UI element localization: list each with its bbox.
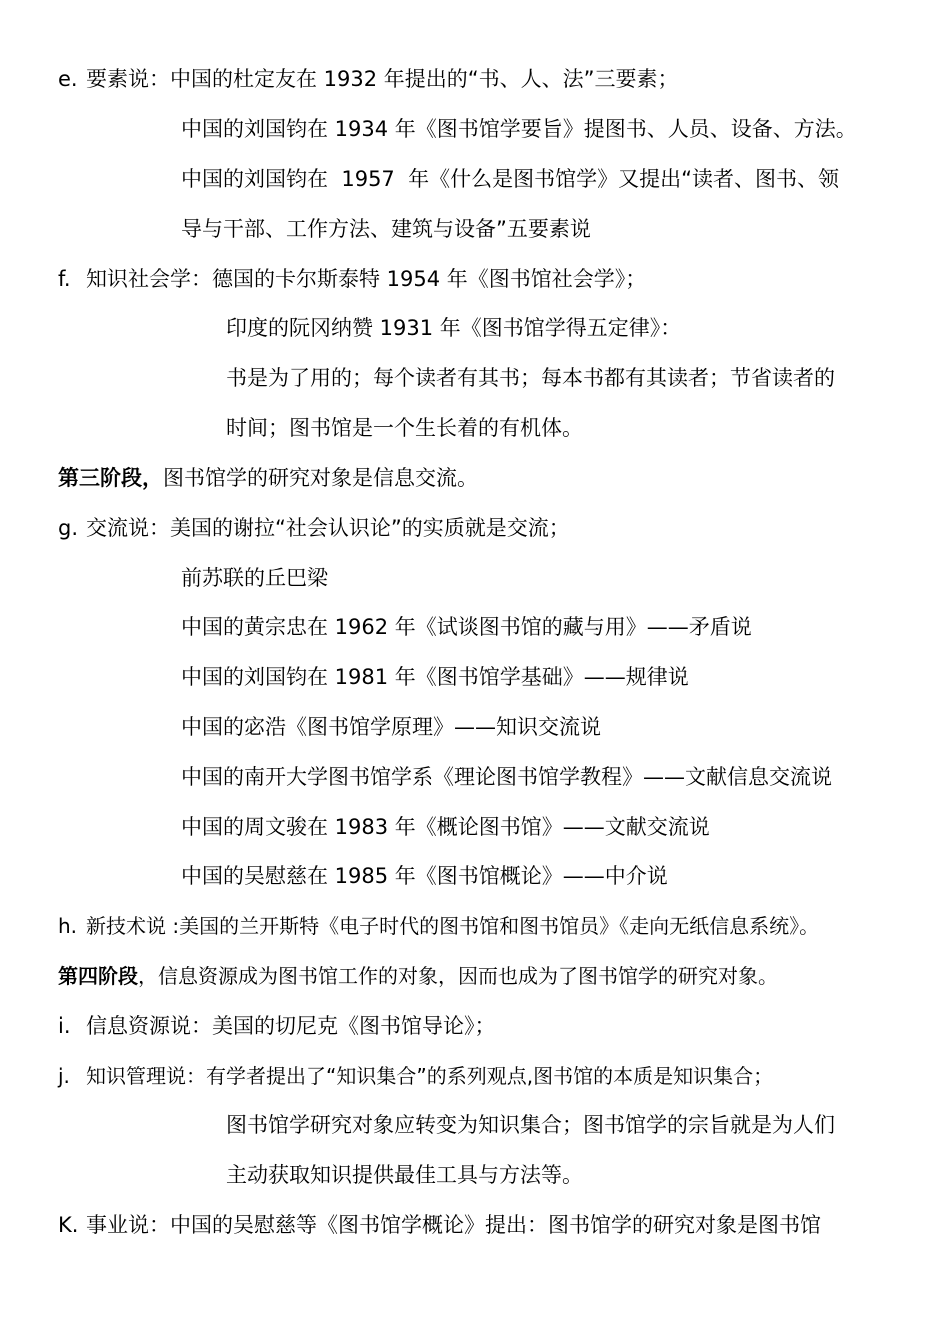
stage-three-heading [58,463,478,493]
text-line [226,363,835,393]
line-text: 图书馆学研究对象应转变为知识集合；图书馆学的宗旨就是为人们 [226,1113,835,1137]
item-label: i. [58,1014,71,1038]
text-line [181,214,591,244]
line-text: 信息资源说：美国的切尼克《图书馆导论》； [86,1014,496,1038]
line-text: 前苏联的丘巴梁 [181,566,328,590]
text-line [226,1110,835,1140]
line-text: 图书馆学的研究对象是信息交流。 [163,466,478,490]
stage-four-heading [58,961,778,991]
line-text: 交流说：美国的谢拉“社会认识论”的实质就是交流； [86,516,570,540]
item-label: e. [58,67,78,91]
line-text: 中国的吴慰慈在 1985 年《图书馆概论》——中介说 [181,864,668,888]
item-k-line [58,1210,821,1240]
item-f-line [58,264,646,294]
item-label: f. [58,267,71,291]
text-line [181,762,832,792]
text-line [181,812,710,842]
text-line [181,563,328,593]
line-text: 书是为了用的；每个读者有其书；每本书都有其读者；节省读者的 [226,366,835,390]
item-label: j. [58,1064,70,1088]
item-h-line [58,911,819,941]
line-text: 要素说：中国的杜定友在 1932 年提出的“书、人、法”三要素； [86,67,679,91]
text-line [181,861,668,891]
text-line [226,413,583,443]
text-line [181,612,752,642]
text-line [226,313,681,343]
line-text: 中国的宓浩《图书馆学原理》——知识交流说 [181,715,601,739]
item-label: h. [58,914,78,938]
line-text: 知识管理说：有学者提出了“知识集合”的系列观点,图书馆的本质是知识集合； [86,1064,774,1088]
line-text: 主动获取知识提供最佳工具与方法等。 [226,1163,583,1187]
text-line [181,114,857,144]
item-label: K. [58,1213,79,1237]
text-line [181,164,839,194]
line-text: 中国的周文骏在 1983 年《概论图书馆》——文献交流说 [181,815,710,839]
stage-label: 第四阶段 [58,964,138,988]
line-text: 新技术说 :美国的兰开斯特《电子时代的图书馆和图书馆员》《走向无纸信息系统》。 [86,914,820,938]
item-label: g. [58,516,79,540]
line-text: 中国的刘国钧在 1957 年《什么是图书馆学》又提出“读者、图书、领 [181,167,840,191]
line-text: 中国的黄宗忠在 1962 年《试谈图书馆的藏与用》——矛盾说 [181,615,752,639]
item-i-line [58,1011,496,1041]
line-text: 中国的刘国钧在 1981 年《图书馆学基础》——规律说 [181,665,689,689]
text-line [226,1160,583,1190]
line-text: 中国的南开大学图书馆学系《理论图书馆学教程》——文献信息交流说 [181,765,832,789]
line-text: ，信息资源成为图书馆工作的对象，因而也成为了图书馆学的研究对象。 [138,964,778,988]
line-text: 印度的阮冈纳赞 1931 年《图书馆学得五定律》： [226,316,682,340]
item-g-line [58,513,570,543]
item-j-line [58,1061,773,1091]
text-line [181,712,601,742]
text-line [181,662,689,692]
line-text: 知识社会学：德国的卡尔斯泰特 1954 年《图书馆社会学》； [86,267,647,291]
line-text: 中国的刘国钧在 1934 年《图书馆学要旨》提图书、人员、设备、方法。 [181,117,857,141]
line-text: 导与干部、工作方法、建筑与设备”五要素说 [181,217,591,241]
line-text: 时间；图书馆是一个生长着的有机体。 [226,416,583,440]
line-text: 事业说：中国的吴慰慈等《图书馆学概论》提出：图书馆学的研究对象是图书馆 [86,1213,821,1237]
item-e-line [58,64,679,94]
stage-label: 第三阶段， [58,466,163,490]
